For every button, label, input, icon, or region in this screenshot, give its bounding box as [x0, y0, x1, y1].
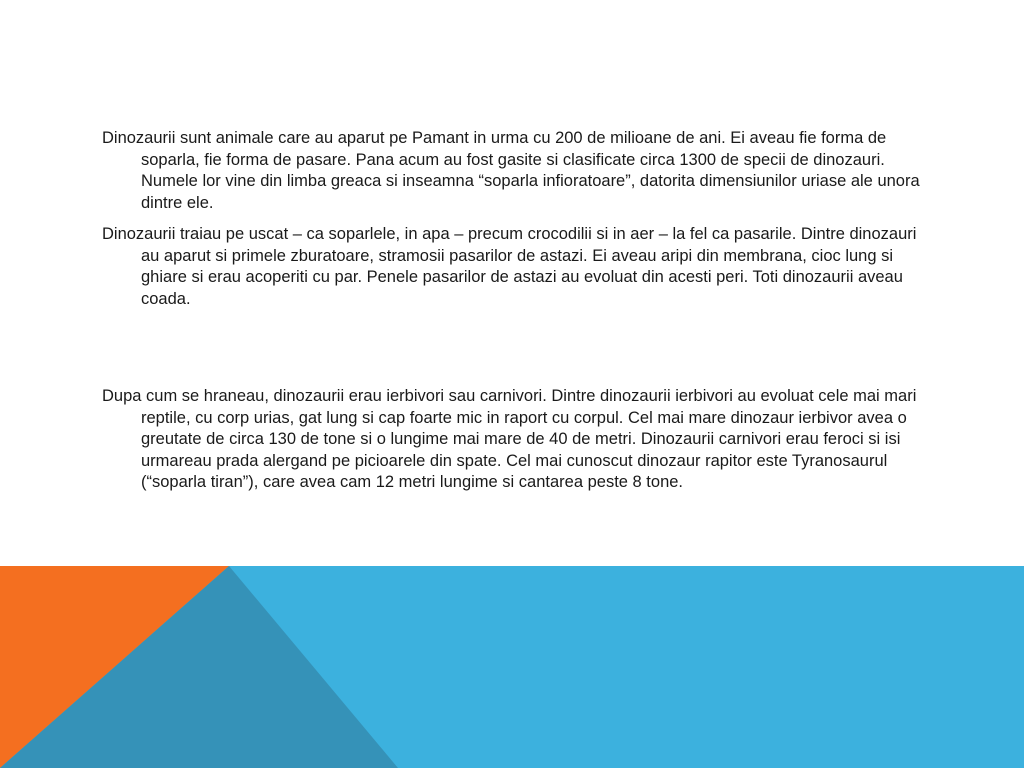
- slide-body: [102, 128, 932, 494]
- paragraph-dinosaur-diet: Dupa cum se hraneau, dinozaurii erau ierbivori sau carnivori. Dintre dinozaurii ierbivori au evoluat cele mai mari reptile, cu corp urias, gat lung si cap foarte mic in raport cu corpul. Cel mai mare dinozaur ierbivor avea o greutate de circa 130 de tone si o lungime mai mare de 40 de metri. Dinozaurii carnivori erau feroci si isi urmareau prada alergand pe picioarele din spate. Cel mai cunoscut dinozaur rapitor este Tyranosaurul (“soparla tiran”), care avea cam 12 metri lungime si cantarea peste 8 tone.: [102, 387, 917, 491]
- paragraph-dinosaur-habitats: Dinozaurii traiau pe uscat – ca soparlele, in apa – precum crocodilii si in aer – la fel ca pasarile. Dintre dinozauri au aparut si primele zburatoare, stramosii pasarilor de astazi. Ei aveau aripi din membrana, cioc lung si ghiare si erau acoperiti cu par. Penele pasarilor de astazi au evoluat din acesti peri. Toti dinozaurii aveau coada.: [102, 225, 917, 308]
- footer-band-graphic: [0, 566, 1024, 768]
- decorative-footer-band: [0, 566, 1024, 768]
- paragraph-dinosaur-origins: Dinozaurii sunt animale care au aparut pe Pamant in urma cu 200 de milioane de ani. Ei aveau fie forma de soparla, fie forma de pasare. Pana acum au fost gasite si clasificate circa 1300 de specii de dinozauri. Numele lor vine din limba greaca si inseamna “soparla infioratoare”, datorita dimensiunilor uriase ale unora dintre ele.: [102, 129, 920, 212]
